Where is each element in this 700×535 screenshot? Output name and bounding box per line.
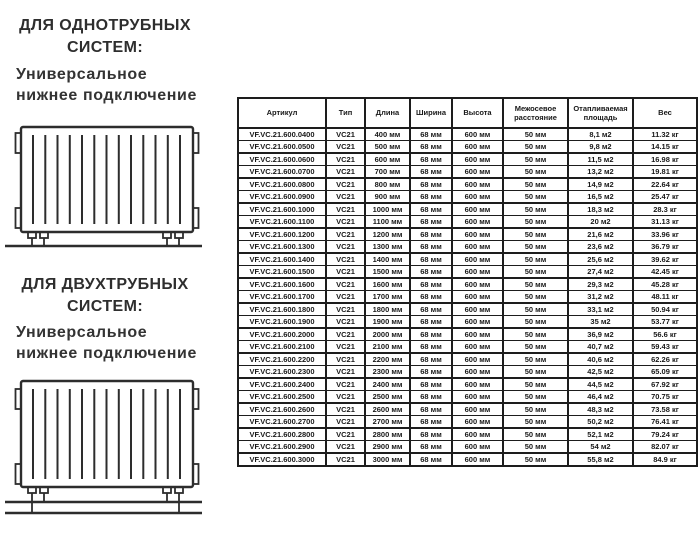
- table-cell: VF.VC.21.600.0600: [238, 153, 326, 166]
- table-cell: VF.VC.21.600.1900: [238, 316, 326, 329]
- table-cell: 55,8 м2: [568, 453, 633, 466]
- table-cell: 50 мм: [503, 453, 568, 466]
- table-cell: VC21: [326, 328, 365, 341]
- table-cell: VC21: [326, 391, 365, 404]
- table-cell: 68 мм: [410, 128, 452, 141]
- two-pipe-title-line1: ДЛЯ ДВУХТРУБНЫХ: [21, 276, 189, 293]
- table-cell: 36.79 кг: [633, 241, 697, 254]
- table-row: [238, 341, 697, 354]
- table-cell: 68 мм: [410, 441, 452, 454]
- table-cell: 42.45 кг: [633, 266, 697, 279]
- table-cell: 1900 мм: [365, 316, 410, 329]
- table-cell: VC21: [326, 416, 365, 429]
- table-cell: 50 мм: [503, 178, 568, 191]
- table-cell: 400 мм: [365, 128, 410, 141]
- table-cell: 68 мм: [410, 191, 452, 204]
- table-cell: 600 мм: [452, 253, 503, 266]
- table-cell: 50 мм: [503, 291, 568, 304]
- table-cell: 68 мм: [410, 241, 452, 254]
- table-cell: 84.9 кг: [633, 453, 697, 466]
- table-cell: 11,5 м2: [568, 153, 633, 166]
- table-cell: 68 мм: [410, 178, 452, 191]
- table-cell: 50 мм: [503, 228, 568, 241]
- single-pipe-title-line1: ДЛЯ ОДНОТРУБНЫХ: [19, 17, 191, 34]
- left-panel: [0, 0, 237, 535]
- table-cell: VC21: [326, 153, 365, 166]
- table-cell: 50 мм: [503, 278, 568, 291]
- table-row: [238, 153, 697, 166]
- table-cell: 2800 мм: [365, 428, 410, 441]
- table-row: [238, 353, 697, 366]
- table-cell: 18,3 м2: [568, 203, 633, 216]
- table-row: [238, 253, 697, 266]
- table-cell: VC21: [326, 316, 365, 329]
- table-cell: 1300 мм: [365, 241, 410, 254]
- table-cell: 50 мм: [503, 366, 568, 379]
- table-cell: 2500 мм: [365, 391, 410, 404]
- table-cell: 600 мм: [452, 178, 503, 191]
- table-cell: 68 мм: [410, 291, 452, 304]
- table-cell: VC21: [326, 341, 365, 354]
- table-cell: 68 мм: [410, 203, 452, 216]
- table-cell: VC21: [326, 228, 365, 241]
- table-cell: 50 мм: [503, 416, 568, 429]
- table-cell: 70.75 кг: [633, 391, 697, 404]
- table-cell: 36,9 м2: [568, 328, 633, 341]
- table-cell: 82.07 кг: [633, 441, 697, 454]
- table-cell: VF.VC.21.600.1800: [238, 303, 326, 316]
- table-cell: VC21: [326, 403, 365, 416]
- table-cell: VC21: [326, 128, 365, 141]
- table-cell: 50 мм: [503, 191, 568, 204]
- table-cell: 76.41 кг: [633, 416, 697, 429]
- table-cell: VC21: [326, 453, 365, 466]
- table-cell: 68 мм: [410, 216, 452, 229]
- table-cell: 2300 мм: [365, 366, 410, 379]
- table-cell: 8,1 м2: [568, 128, 633, 141]
- table-cell: 600 мм: [452, 416, 503, 429]
- table-cell: 68 мм: [410, 353, 452, 366]
- table-cell: 44,5 м2: [568, 378, 633, 391]
- table-cell: 68 мм: [410, 266, 452, 279]
- table-cell: VC21: [326, 266, 365, 279]
- table-cell: VC21: [326, 178, 365, 191]
- table-cell: VC21: [326, 366, 365, 379]
- table-cell: 600 мм: [452, 341, 503, 354]
- table-cell: 600 мм: [452, 378, 503, 391]
- table-cell: VF.VC.21.600.0500: [238, 141, 326, 154]
- table-row: [238, 203, 697, 216]
- table-cell: 600 мм: [452, 241, 503, 254]
- table-cell: VF.VC.21.600.3000: [238, 453, 326, 466]
- table-cell: 1600 мм: [365, 278, 410, 291]
- spec-table-container: [237, 97, 698, 467]
- table-cell: 600 мм: [452, 266, 503, 279]
- table-cell: 2900 мм: [365, 441, 410, 454]
- table-cell: 62.26 кг: [633, 353, 697, 366]
- table-cell: 900 мм: [365, 191, 410, 204]
- table-cell: 68 мм: [410, 316, 452, 329]
- table-cell: 68 мм: [410, 303, 452, 316]
- table-cell: 50 мм: [503, 441, 568, 454]
- table-cell: 50 мм: [503, 316, 568, 329]
- table-cell: 3000 мм: [365, 453, 410, 466]
- table-cell: VF.VC.21.600.2800: [238, 428, 326, 441]
- single-pipe-subtitle-line1: Универсальное: [16, 66, 148, 83]
- table-cell: 53.77 кг: [633, 316, 697, 329]
- two-pipe-subtitle-line2: нижнее подключение: [16, 345, 197, 362]
- table-cell: 600 мм: [452, 166, 503, 179]
- table-cell: VC21: [326, 191, 365, 204]
- table-cell: 2600 мм: [365, 403, 410, 416]
- single-pipe-title-line2: СИСТЕМ:: [66, 39, 144, 56]
- column-header-weight: Вес: [633, 98, 697, 128]
- single-pipe-subtitle-line2: нижнее подключение: [16, 87, 197, 104]
- column-header-article: Артикул: [238, 98, 326, 128]
- table-cell: VF.VC.21.600.1400: [238, 253, 326, 266]
- column-header-type: Тип: [326, 98, 365, 128]
- table-cell: 1700 мм: [365, 291, 410, 304]
- spec-table-header: [238, 98, 697, 128]
- table-row: [238, 391, 697, 404]
- table-cell: 600 мм: [452, 228, 503, 241]
- table-cell: 1000 мм: [365, 203, 410, 216]
- table-cell: 2200 мм: [365, 353, 410, 366]
- table-cell: VF.VC.21.600.1000: [238, 203, 326, 216]
- table-cell: 50 мм: [503, 128, 568, 141]
- table-cell: 67.92 кг: [633, 378, 697, 391]
- table-cell: 800 мм: [365, 178, 410, 191]
- table-cell: VF.VC.21.600.1700: [238, 291, 326, 304]
- table-cell: VF.VC.21.600.1100: [238, 216, 326, 229]
- table-cell: 50 мм: [503, 353, 568, 366]
- column-header-width: Ширина: [410, 98, 452, 128]
- radiator-two-pipe-diagram-icon: [0, 372, 215, 522]
- table-cell: 27,4 м2: [568, 266, 633, 279]
- table-cell: 600 мм: [452, 191, 503, 204]
- table-row: [238, 191, 697, 204]
- table-cell: 19.81 кг: [633, 166, 697, 179]
- table-cell: 14,9 м2: [568, 178, 633, 191]
- table-cell: 68 мм: [410, 141, 452, 154]
- table-cell: 600 мм: [452, 278, 503, 291]
- table-row: [238, 216, 697, 229]
- table-cell: 50 мм: [503, 328, 568, 341]
- table-row: [238, 178, 697, 191]
- column-header-heated-area: Отапливаемая площадь: [568, 98, 633, 128]
- single-pipe-section-title: [0, 15, 210, 59]
- table-cell: 79.24 кг: [633, 428, 697, 441]
- table-cell: 1500 мм: [365, 266, 410, 279]
- table-cell: VF.VC.21.600.2600: [238, 403, 326, 416]
- table-cell: VF.VC.21.600.1300: [238, 241, 326, 254]
- table-cell: 11.32 кг: [633, 128, 697, 141]
- table-cell: VC21: [326, 203, 365, 216]
- column-header-length: Длина: [365, 98, 410, 128]
- table-cell: 50 мм: [503, 241, 568, 254]
- table-cell: VF.VC.21.600.2400: [238, 378, 326, 391]
- table-cell: 68 мм: [410, 378, 452, 391]
- table-cell: 68 мм: [410, 428, 452, 441]
- table-cell: 31,2 м2: [568, 291, 633, 304]
- spec-table-body: [238, 128, 697, 466]
- table-cell: 600 мм: [452, 216, 503, 229]
- table-cell: 600 мм: [452, 203, 503, 216]
- table-cell: 21,6 м2: [568, 228, 633, 241]
- table-cell: 65.09 кг: [633, 366, 697, 379]
- table-cell: 56.6 кг: [633, 328, 697, 341]
- table-cell: 600 мм: [452, 303, 503, 316]
- table-cell: 600 мм: [452, 328, 503, 341]
- table-cell: VC21: [326, 241, 365, 254]
- table-cell: 25.47 кг: [633, 191, 697, 204]
- table-cell: 600 мм: [452, 291, 503, 304]
- table-cell: VF.VC.21.600.2100: [238, 341, 326, 354]
- table-cell: 52,1 м2: [568, 428, 633, 441]
- table-cell: 50 мм: [503, 216, 568, 229]
- two-pipe-title-line2: СИСТЕМ:: [66, 298, 144, 315]
- table-cell: 600 мм: [452, 441, 503, 454]
- table-cell: VF.VC.21.600.0700: [238, 166, 326, 179]
- table-cell: 68 мм: [410, 341, 452, 354]
- table-cell: 54 м2: [568, 441, 633, 454]
- table-cell: 68 мм: [410, 453, 452, 466]
- single-pipe-subtitle: [16, 64, 226, 106]
- table-cell: 600 мм: [452, 353, 503, 366]
- table-cell: 16,5 м2: [568, 191, 633, 204]
- table-cell: 2400 мм: [365, 378, 410, 391]
- table-cell: VC21: [326, 278, 365, 291]
- table-cell: 20 м2: [568, 216, 633, 229]
- table-cell: 68 мм: [410, 391, 452, 404]
- table-cell: 29,3 м2: [568, 278, 633, 291]
- table-cell: VC21: [326, 441, 365, 454]
- table-cell: 50 мм: [503, 266, 568, 279]
- table-cell: 39.62 кг: [633, 253, 697, 266]
- table-cell: 45.28 кг: [633, 278, 697, 291]
- table-cell: VC21: [326, 166, 365, 179]
- table-cell: 600 мм: [452, 128, 503, 141]
- table-cell: 2000 мм: [365, 328, 410, 341]
- two-pipe-subtitle: [16, 322, 226, 364]
- table-cell: 42,5 м2: [568, 366, 633, 379]
- table-row: [238, 128, 697, 141]
- table-row: [238, 166, 697, 179]
- table-cell: 68 мм: [410, 228, 452, 241]
- table-cell: 59.43 кг: [633, 341, 697, 354]
- table-cell: 50 мм: [503, 378, 568, 391]
- table-cell: 50 мм: [503, 166, 568, 179]
- table-cell: 50 мм: [503, 403, 568, 416]
- table-cell: 1100 мм: [365, 216, 410, 229]
- table-cell: 40,7 м2: [568, 341, 633, 354]
- table-row: [238, 141, 697, 154]
- table-row: [238, 441, 697, 454]
- column-header-axle-distance: Межосевое расстояние: [503, 98, 568, 128]
- table-cell: VF.VC.21.600.2200: [238, 353, 326, 366]
- table-cell: 600 мм: [452, 316, 503, 329]
- table-row: [238, 266, 697, 279]
- table-cell: VF.VC.21.600.0400: [238, 128, 326, 141]
- table-cell: 50 мм: [503, 428, 568, 441]
- table-cell: 25,6 м2: [568, 253, 633, 266]
- table-cell: 2100 мм: [365, 341, 410, 354]
- table-cell: 600 мм: [452, 428, 503, 441]
- table-cell: VF.VC.21.600.2700: [238, 416, 326, 429]
- table-cell: 600 мм: [452, 366, 503, 379]
- table-row: [238, 366, 697, 379]
- table-row: [238, 416, 697, 429]
- table-cell: 31.13 кг: [633, 216, 697, 229]
- table-cell: VF.VC.21.600.1200: [238, 228, 326, 241]
- table-cell: 2700 мм: [365, 416, 410, 429]
- table-cell: VC21: [326, 303, 365, 316]
- table-cell: 600 мм: [452, 453, 503, 466]
- column-header-height: Высота: [452, 98, 503, 128]
- table-cell: 9,8 м2: [568, 141, 633, 154]
- table-cell: 50 мм: [503, 391, 568, 404]
- table-cell: 1200 мм: [365, 228, 410, 241]
- table-cell: 50,2 м2: [568, 416, 633, 429]
- table-cell: 33.96 кг: [633, 228, 697, 241]
- table-cell: 68 мм: [410, 166, 452, 179]
- table-cell: 600 мм: [452, 403, 503, 416]
- table-cell: 68 мм: [410, 416, 452, 429]
- table-cell: 48.11 кг: [633, 291, 697, 304]
- table-cell: 1800 мм: [365, 303, 410, 316]
- table-cell: VC21: [326, 353, 365, 366]
- table-cell: VC21: [326, 378, 365, 391]
- radiator-single-pipe-diagram-icon: [0, 118, 215, 254]
- table-row: [238, 228, 697, 241]
- table-cell: 35 м2: [568, 316, 633, 329]
- two-pipe-section-title: [0, 274, 210, 318]
- table-row: [238, 316, 697, 329]
- table-cell: 46,4 м2: [568, 391, 633, 404]
- table-cell: VF.VC.21.600.0800: [238, 178, 326, 191]
- two-pipe-subtitle-line1: Универсальное: [16, 324, 148, 341]
- table-row: [238, 291, 697, 304]
- table-cell: 50 мм: [503, 141, 568, 154]
- table-cell: VF.VC.21.600.2000: [238, 328, 326, 341]
- table-cell: 48,3 м2: [568, 403, 633, 416]
- table-cell: VF.VC.21.600.2900: [238, 441, 326, 454]
- table-cell: VC21: [326, 428, 365, 441]
- table-cell: VC21: [326, 216, 365, 229]
- table-cell: 50 мм: [503, 341, 568, 354]
- table-cell: 68 мм: [410, 153, 452, 166]
- table-cell: 600 мм: [452, 153, 503, 166]
- table-cell: 23,6 м2: [568, 241, 633, 254]
- table-row: [238, 278, 697, 291]
- table-cell: 28.3 кг: [633, 203, 697, 216]
- table-cell: 33,1 м2: [568, 303, 633, 316]
- table-cell: 73.58 кг: [633, 403, 697, 416]
- table-row: [238, 453, 697, 466]
- table-cell: VF.VC.21.600.1600: [238, 278, 326, 291]
- table-cell: 1400 мм: [365, 253, 410, 266]
- table-row: [238, 303, 697, 316]
- table-cell: 22.64 кг: [633, 178, 697, 191]
- table-cell: 68 мм: [410, 403, 452, 416]
- table-row: [238, 328, 697, 341]
- table-cell: 68 мм: [410, 366, 452, 379]
- table-cell: 68 мм: [410, 253, 452, 266]
- spec-table: [237, 97, 698, 467]
- table-cell: VF.VC.21.600.2500: [238, 391, 326, 404]
- table-cell: 50 мм: [503, 253, 568, 266]
- table-cell: 500 мм: [365, 141, 410, 154]
- table-cell: VF.VC.21.600.0900: [238, 191, 326, 204]
- table-cell: 600 мм: [365, 153, 410, 166]
- table-cell: 13,2 м2: [568, 166, 633, 179]
- table-cell: VF.VC.21.600.2300: [238, 366, 326, 379]
- table-cell: 600 мм: [452, 391, 503, 404]
- table-cell: VC21: [326, 291, 365, 304]
- table-row: [238, 241, 697, 254]
- table-cell: 50.94 кг: [633, 303, 697, 316]
- table-row: [238, 428, 697, 441]
- table-cell: VF.VC.21.600.1500: [238, 266, 326, 279]
- table-cell: 68 мм: [410, 278, 452, 291]
- table-row: [238, 378, 697, 391]
- table-cell: 40,6 м2: [568, 353, 633, 366]
- table-cell: 50 мм: [503, 153, 568, 166]
- table-cell: 16.98 кг: [633, 153, 697, 166]
- table-row: [238, 403, 697, 416]
- table-cell: 50 мм: [503, 203, 568, 216]
- table-cell: 68 мм: [410, 328, 452, 341]
- table-cell: 50 мм: [503, 303, 568, 316]
- table-cell: 700 мм: [365, 166, 410, 179]
- table-cell: 14.15 кг: [633, 141, 697, 154]
- table-cell: VC21: [326, 253, 365, 266]
- table-cell: VC21: [326, 141, 365, 154]
- table-cell: 600 мм: [452, 141, 503, 154]
